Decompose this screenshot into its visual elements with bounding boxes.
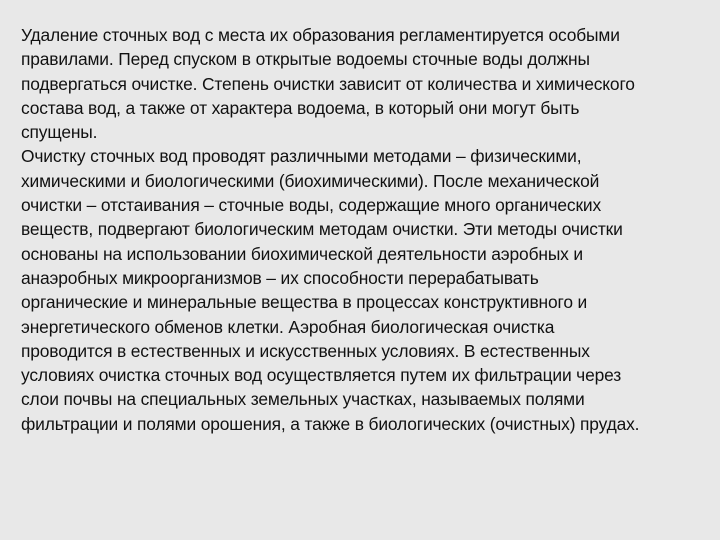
text-line: энергетического обменов клетки. Аэробная биологическая очистка <box>21 316 555 337</box>
text-line: Очистку сточных вод проводят различными методами – физическими, <box>21 146 582 167</box>
text-line: фильтрации и полями орошения, а также в биологических (очистных) прудах. <box>21 413 640 434</box>
text-line: основаны на использовании биохимической деятельности аэробных и <box>21 243 583 264</box>
text-line: Удаление сточных вод с места их образования регламентируется особыми <box>21 25 620 45</box>
text-line: органические и минеральные вещества в процессах конструктивного и <box>21 292 588 313</box>
text-line: состава вод, а также от характера водоема, в который они могут быть <box>21 97 580 118</box>
text-line: очистки – отстаивания – сточные воды, содержащие много органических <box>21 195 602 216</box>
text-line: подвергаться очистке. Степень очистки зависит от количества и химического <box>21 73 635 94</box>
text-line: спущены. <box>21 122 98 143</box>
text-line: веществ, подвергают биологическим методам очистки. Эти методы очистки <box>21 219 623 240</box>
body-text <box>21 23 701 436</box>
text-line: слои почвы на специальных земельных участках, называемых полями <box>21 389 585 410</box>
text-line: условиях очистка сточных вод осуществляется путем их фильтрации через <box>21 365 622 386</box>
text-line: анаэробных микроорганизмов – их способности перерабатывать <box>21 267 539 288</box>
text-line: проводится в естественных и искусственных условиях. В естественных <box>21 340 590 361</box>
text-line: химическими и биологическими (биохимическими). После механической <box>21 170 600 191</box>
text-line: правилами. Перед спуском в открытые водоемы сточные воды должны <box>21 49 590 70</box>
